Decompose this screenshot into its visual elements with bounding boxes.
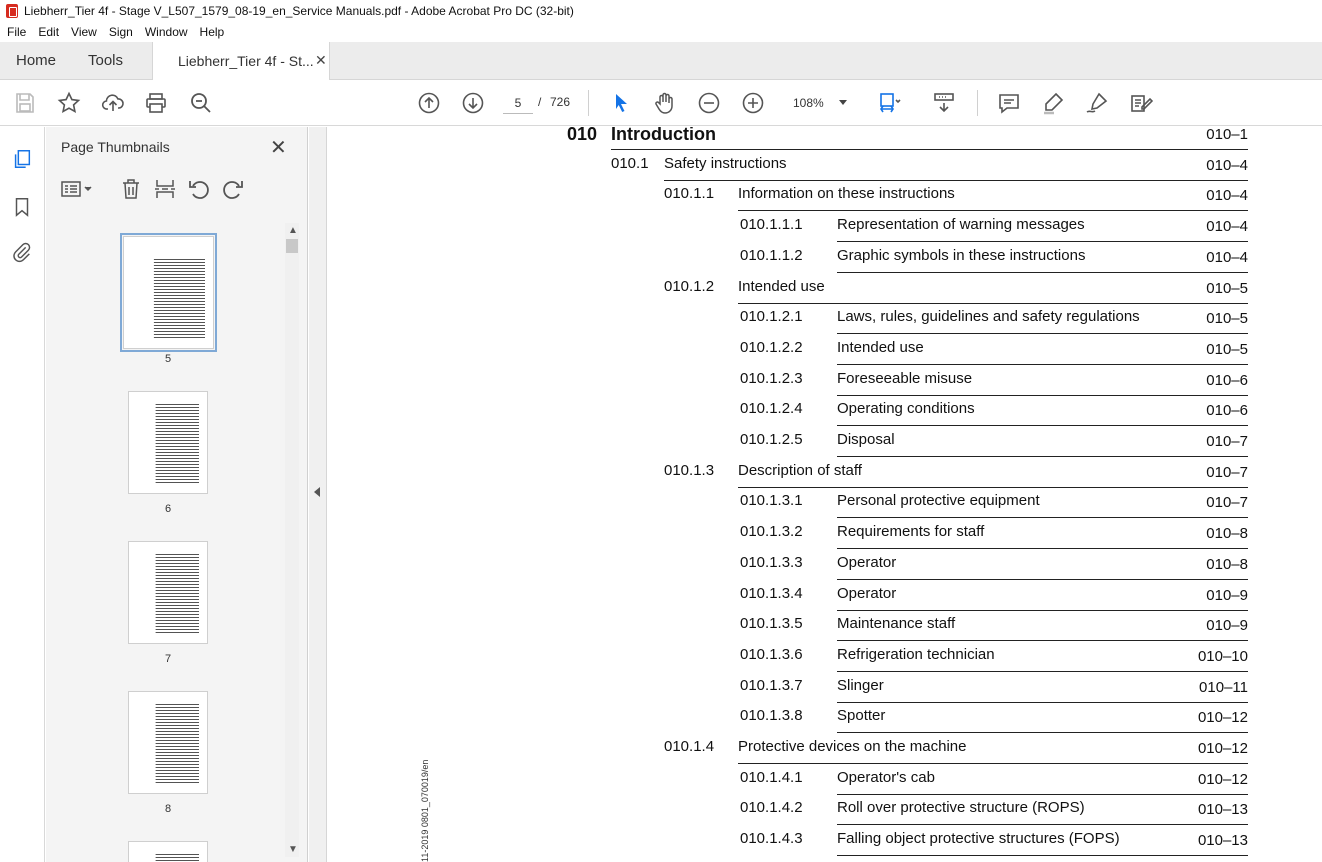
- page-side-code: 11-2019 0801_070019/en: [420, 759, 430, 862]
- toc-entry[interactable]: [328, 370, 1248, 396]
- toc-entry[interactable]: [328, 585, 1248, 611]
- toc-entry-page: 010–5: [1206, 279, 1248, 297]
- page-thumbnails-panel: [46, 127, 308, 862]
- toc-entry-number: 010.1.3.8: [740, 707, 803, 725]
- toc-leader-rule: [837, 579, 1248, 580]
- toc-entry-page: 010–9: [1206, 586, 1248, 604]
- toc-leader-rule: [738, 487, 1248, 488]
- toc-leader-rule: [837, 425, 1248, 426]
- toc-entry-number: 010.1.2.2: [740, 338, 803, 356]
- thumbnail-label: 7: [164, 653, 172, 665]
- thumbnail-page-8[interactable]: [128, 691, 208, 794]
- scroll-mode-icon[interactable]: [931, 90, 957, 116]
- toc-entry-number: 010: [567, 127, 598, 144]
- highlight-pen-icon[interactable]: [1040, 90, 1066, 116]
- panel-title: Page Thumbnails: [61, 139, 170, 155]
- extract-pages-icon[interactable]: [153, 177, 177, 201]
- toc-entry-title: Disposal: [837, 431, 895, 448]
- toc-leader-rule: [738, 210, 1248, 211]
- toc-entry-number: 010.1: [611, 154, 649, 172]
- toc-entry-page: 010–4: [1206, 218, 1248, 236]
- toc-entry-page: 010–12: [1197, 709, 1248, 727]
- toc-entry[interactable]: [328, 554, 1248, 580]
- toc-entry-page: 010–11: [1199, 678, 1248, 696]
- toolbar: [0, 80, 1322, 126]
- toolbar-divider: [977, 90, 978, 116]
- toc-leader-rule: [837, 610, 1248, 611]
- toc-entry-page: 010–13: [1197, 801, 1248, 819]
- toc-leader-rule: [837, 640, 1248, 641]
- toc-leader-rule: [837, 732, 1248, 733]
- toc-entry-page: 010–13: [1197, 832, 1248, 850]
- toc-entry[interactable]: [328, 127, 1248, 150]
- toc-entry-title: Requirements for staff: [837, 523, 985, 541]
- collapse-arrow-icon[interactable]: [314, 487, 320, 497]
- toc-leader-rule: [837, 671, 1248, 672]
- delete-pages-icon[interactable]: [119, 177, 143, 201]
- toc-entry-title: Personal protective equipment: [837, 492, 1040, 510]
- menu-sign[interactable]: Sign: [108, 25, 133, 39]
- toc-leader-rule: [837, 395, 1248, 396]
- toc-leader-rule: [738, 303, 1248, 304]
- toc-entry-page: 010–12: [1197, 770, 1248, 788]
- toc-entry-page: 010–6: [1206, 371, 1248, 389]
- menu-edit[interactable]: Edit: [38, 25, 60, 39]
- toc-leader-rule: [837, 548, 1248, 549]
- toc-entry-title: Graphic symbols in these instructions: [837, 246, 1086, 264]
- search-zoom-icon[interactable]: [188, 90, 214, 116]
- thumbnail-label: 8: [164, 803, 172, 815]
- toc-entry-page: 010–4: [1206, 156, 1248, 174]
- thumbnail-page-6[interactable]: [128, 391, 208, 494]
- menu-window[interactable]: Window: [144, 25, 188, 39]
- toc-entry[interactable]: [328, 431, 1248, 457]
- thumbnail-page-7[interactable]: [128, 541, 208, 644]
- menu-file[interactable]: File: [7, 25, 27, 39]
- thumbnail-page-partial[interactable]: [128, 841, 208, 862]
- toc-leader-rule: [664, 180, 1248, 181]
- toc-entry-number: 010.1.2: [664, 277, 715, 295]
- toc-entry-title: Introduction: [611, 127, 716, 144]
- toc-entry-number: 010.1.3.6: [740, 645, 803, 663]
- page-total: 726: [550, 95, 571, 109]
- toc-entry-number: 010.1.3.4: [740, 584, 803, 602]
- toc-leader-rule: [837, 702, 1248, 703]
- toc-entry[interactable]: [328, 308, 1248, 334]
- toc-entry[interactable]: [328, 769, 1248, 795]
- toc-leader-rule: [837, 855, 1248, 856]
- zoom-out-icon[interactable]: [696, 90, 722, 116]
- save-icon[interactable]: [12, 90, 38, 116]
- rotate-left-icon[interactable]: [187, 177, 211, 201]
- zoom-in-icon[interactable]: [740, 90, 766, 116]
- toc-entry[interactable]: [328, 523, 1248, 549]
- toc-entry[interactable]: [328, 799, 1248, 825]
- toolbar-divider: [588, 90, 589, 116]
- fit-page-icon[interactable]: [876, 90, 902, 116]
- tab-document-label: Liebherr_Tier 4f - St...: [178, 53, 314, 69]
- toc-entry-page: 010–9: [1206, 617, 1248, 635]
- toc-entry-title: Intended use: [738, 277, 825, 295]
- toc-entry-page: 010–7: [1206, 463, 1248, 481]
- left-navigation-rail: [0, 127, 45, 862]
- toc-entry-page: 010–4: [1206, 187, 1248, 205]
- page-separator: /: [538, 95, 542, 109]
- thumbnail-scrollbar[interactable]: [285, 223, 299, 857]
- bookmarks-icon[interactable]: [10, 195, 34, 219]
- print-icon[interactable]: [143, 90, 169, 116]
- toc-entry-number: 010.1.3.3: [740, 553, 803, 571]
- toc-entry-title: Operator: [837, 584, 897, 602]
- thumbnail-label: 5: [164, 353, 172, 365]
- scroll-up-icon[interactable]: ▲: [288, 225, 298, 236]
- toc-entry[interactable]: [328, 492, 1248, 518]
- next-page-icon[interactable]: [460, 90, 486, 116]
- previous-page-icon[interactable]: [416, 90, 442, 116]
- toc-entry-number: 010.1.3.7: [740, 676, 803, 694]
- hand-tool-icon[interactable]: [652, 90, 678, 116]
- toc-leader-rule: [738, 763, 1248, 764]
- acrobat-app-icon: [6, 4, 18, 18]
- toc-entry-number: 010.1.3.5: [740, 615, 803, 633]
- menu-help[interactable]: Help: [199, 25, 225, 39]
- close-panel-icon[interactable]: ✕: [270, 137, 287, 159]
- toc-entry-title: Representation of warning messages: [837, 216, 1085, 234]
- scroll-down-icon[interactable]: ▼: [288, 844, 298, 855]
- toc-entry-number: 010.1.2.5: [740, 431, 803, 448]
- toc-entry-number: 010.1.1.1: [740, 216, 803, 234]
- tab-document[interactable]: [152, 42, 330, 80]
- toc-entry-number: 010.1.4: [664, 738, 715, 755]
- title-bar: [0, 0, 1322, 22]
- toc-entry[interactable]: [328, 278, 1248, 304]
- edit-pdf-icon[interactable]: [1128, 90, 1154, 116]
- toc-leader-rule: [837, 333, 1248, 334]
- attachments-icon[interactable]: [10, 240, 34, 264]
- toc-entry-number: 010.1.1: [664, 185, 715, 203]
- toc-entry[interactable]: [328, 185, 1248, 211]
- toc-entry-title: Intended use: [837, 338, 924, 356]
- toc-entry-title: Maintenance staff: [837, 615, 956, 633]
- toc-entry-page: 010–8: [1206, 525, 1248, 543]
- toc-entry[interactable]: [328, 462, 1248, 488]
- toc-leader-rule: [837, 241, 1248, 242]
- toc-entry[interactable]: [328, 707, 1248, 733]
- toc-entry[interactable]: [328, 677, 1248, 703]
- toc-entry-title: Protective devices on the machine: [738, 738, 967, 755]
- toc-leader-rule: [837, 364, 1248, 365]
- document-view[interactable]: [328, 127, 1322, 862]
- toc-entry-number: 010.1.1.2: [740, 246, 803, 264]
- toc-entry-title: Foreseeable misuse: [837, 369, 973, 387]
- toc-entry[interactable]: [328, 339, 1248, 365]
- toc-leader-rule: [611, 149, 1248, 150]
- toc-entry[interactable]: [328, 216, 1248, 242]
- toc-entry[interactable]: [328, 646, 1248, 672]
- toc-leader-rule: [837, 517, 1248, 518]
- toc-entry[interactable]: [328, 155, 1248, 181]
- toc-entry-number: 010.1.3.2: [740, 523, 803, 541]
- toc-entry-title: Safety instructions: [664, 154, 787, 172]
- sign-pen-icon[interactable]: [1084, 90, 1110, 116]
- toc-entry-page: 010–5: [1206, 310, 1248, 328]
- toc-entry[interactable]: [328, 400, 1248, 426]
- toc-entry-number: 010.1.3: [664, 461, 715, 479]
- toc-entry[interactable]: [328, 615, 1248, 641]
- toc-leader-rule: [837, 824, 1248, 825]
- tab-close-icon[interactable]: ✕: [315, 52, 327, 68]
- page-number-input[interactable]: [503, 92, 533, 114]
- thumbnail-label: 6: [164, 503, 172, 515]
- select-cursor-icon[interactable]: [608, 90, 634, 116]
- thumbnail-page-5[interactable]: [123, 236, 214, 349]
- tab-bar: [0, 42, 1322, 80]
- upload-cloud-icon[interactable]: [100, 90, 126, 116]
- toc-entry[interactable]: [328, 247, 1248, 273]
- toc-entry-number: 010.1.4.2: [740, 799, 803, 817]
- toc-leader-rule: [837, 794, 1248, 795]
- tab-tools[interactable]: Tools: [88, 52, 124, 69]
- bookmark-star-icon[interactable]: [56, 90, 82, 116]
- toc-entry-title: Description of staff: [738, 461, 862, 479]
- menu-bar: [0, 22, 1322, 42]
- toc-entry-title: Slinger: [837, 676, 884, 694]
- tab-home[interactable]: Home: [16, 52, 57, 69]
- toc-entry-title: Roll over protective structure (ROPS): [837, 799, 1085, 817]
- toc-entry-title: Refrigeration technician: [837, 645, 995, 663]
- toc-entry-page: 010–1: [1206, 127, 1248, 143]
- toc-entry-title: Spotter: [837, 707, 886, 725]
- toc-entry-title: Laws, rules, guidelines and safety regulations: [837, 308, 1140, 326]
- toc-entry-number: 010.1.2.1: [740, 308, 803, 326]
- thumbnail-options-icon[interactable]: [60, 177, 94, 201]
- toc-entry[interactable]: [328, 830, 1248, 856]
- toc-entry-number: 010.1.4.1: [740, 768, 803, 786]
- toc-entry-number: 010.1.3.1: [740, 492, 803, 510]
- scroll-thumb[interactable]: [286, 239, 298, 253]
- zoom-dropdown[interactable]: [783, 91, 853, 115]
- toc-entry-page: 010–10: [1197, 647, 1248, 665]
- page-thumbnails-icon[interactable]: [10, 147, 34, 171]
- toc-entry-title: Operating conditions: [837, 400, 975, 418]
- menu-view[interactable]: View: [71, 25, 97, 39]
- toc-leader-rule: [837, 272, 1248, 273]
- toc-entry-page: 010–7: [1206, 433, 1248, 450]
- rotate-right-icon[interactable]: [221, 177, 245, 201]
- zoom-value: 108%: [793, 96, 824, 110]
- toc-entry-page: 010–5: [1206, 340, 1248, 358]
- panel-splitter[interactable]: [309, 127, 327, 862]
- toc-entry-title: Information on these instructions: [738, 185, 955, 203]
- toc-entry-number: 010.1.2.3: [740, 369, 803, 387]
- toc-entry-page: 010–4: [1206, 248, 1248, 266]
- toc-entry-number: 010.1.4.3: [740, 830, 803, 848]
- toc-entry-page: 010–7: [1206, 494, 1248, 512]
- toc-entry-page: 010–8: [1206, 555, 1248, 573]
- toc-entry-title: Operator: [837, 553, 897, 571]
- toc-entry-page: 010–6: [1206, 402, 1248, 420]
- toc-entry-title: Operator's cab: [837, 768, 935, 786]
- toc-entry-title: Falling object protective structures (FOPS): [837, 830, 1120, 848]
- toc-leader-rule: [837, 456, 1248, 457]
- toc-entry-page: 010–12: [1197, 740, 1248, 757]
- chevron-down-icon: [839, 100, 847, 105]
- window-title: Liebherr_Tier 4f - Stage V_L507_1579_08-19_en_Service Manuals.pdf - Adobe Acrobat Pro DC (32-bit): [24, 4, 574, 18]
- toc-entry-number: 010.1.2.4: [740, 400, 803, 418]
- comment-icon[interactable]: [996, 90, 1022, 116]
- toc-entry[interactable]: [328, 738, 1248, 764]
